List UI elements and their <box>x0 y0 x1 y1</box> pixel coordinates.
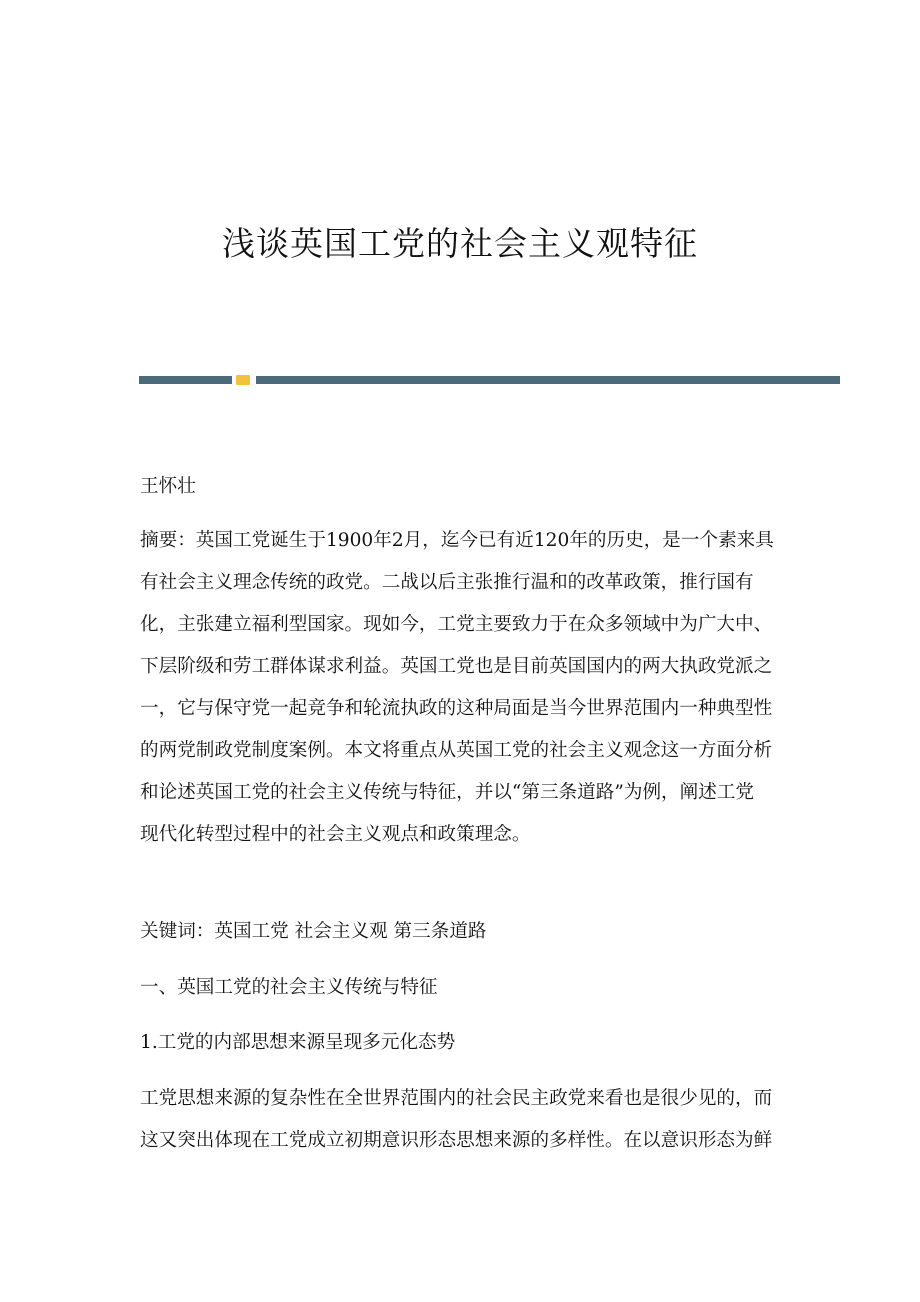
divider-left <box>139 376 232 384</box>
subsection-heading: 1.工党的内部思想来源呈现多元化态势 <box>140 1032 456 1053</box>
body-line: 这又突出体现在工党成立初期意识形态思想来源的多样性。在以意识形态为鲜 <box>140 1130 773 1151</box>
divider-right <box>256 376 840 384</box>
abstract-line: 摘要：英国工党诞生于1900年2月，迄今已有近120年的历史，是一个素来具 <box>140 530 774 551</box>
document-title: 浅谈英国工党的社会主义观特征 <box>222 224 698 263</box>
abstract-line: 化，主张建立福利型国家。现如今，工党主要致力于在众多领域中为广大中、 <box>140 614 773 635</box>
author: 王怀壮 <box>140 476 196 497</box>
abstract-line: 一，它与保守党一起竞争和轮流执政的这种局面是当今世界范围内一种典型性 <box>140 698 773 719</box>
divider-ornament <box>236 375 250 385</box>
body-line: 工党思想来源的复杂性在全世界范围内的社会民主政党来看也是很少见的，而 <box>140 1088 773 1109</box>
section-heading: 一、英国工党的社会主义传统与特征 <box>140 977 438 998</box>
abstract-line: 下层阶级和劳工群体谋求利益。英国工党也是目前英国国内的两大执政党派之 <box>140 656 773 677</box>
abstract-line: 现代化转型过程中的社会主义观点和政策理念。 <box>140 824 531 845</box>
keywords: 关键词：英国工党 社会主义观 第三条道路 <box>140 921 487 942</box>
abstract-line: 和论述英国工党的社会主义传统与特征，并以“第三条道路”为例，阐述工党 <box>140 782 755 803</box>
abstract-line: 的两党制政党制度案例。本文将重点从英国工党的社会主义观念这一方面分析 <box>140 740 773 761</box>
abstract-line: 有社会主义理念传统的政党。二战以后主张推行温和的改革政策，推行国有 <box>140 572 754 593</box>
